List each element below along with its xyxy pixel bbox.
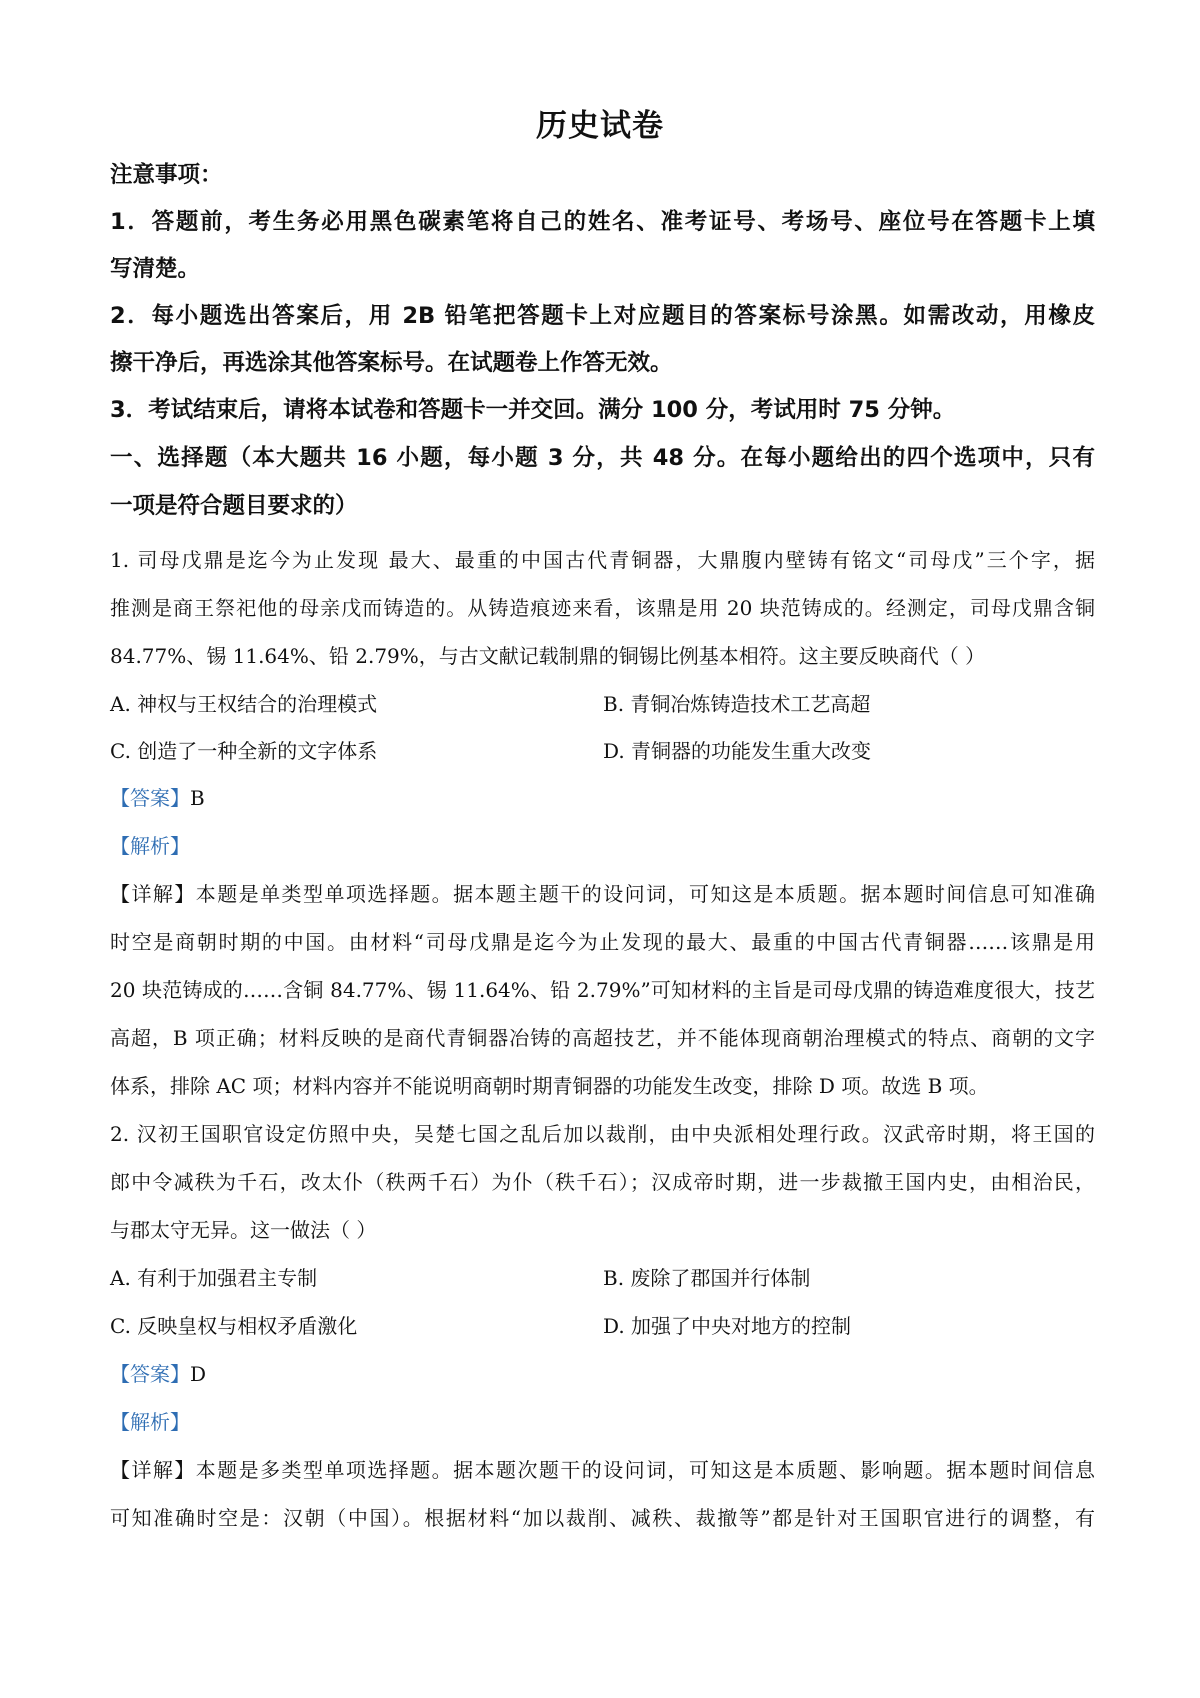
q2-answer — [110, 1358, 1095, 1387]
q1-answer — [110, 782, 1095, 811]
notice-item-2-line-1: 2．每小题选出答案后，用 2B 铅笔把答题卡上对应题目的答案标号涂黑。如需改动，用橡皮 — [110, 303, 1095, 329]
q2-stem-line-1: 2. 汉初王国职官设定仿照中央，吴楚七国之乱后加以裁削，由中央派相处理行政。汉武帝时期，将王国的 — [110, 1122, 1095, 1146]
q1-answer-tag: 【答案】 — [110, 786, 190, 810]
q2-option-a: A. 有利于加强君主专制 — [110, 1266, 318, 1290]
q1-stem-line-1: 1. 司母戊鼎是迄今为止发现 最大、最重的中国古代青铜器，大鼎腹内壁铸有铭文“司母戊”三个字，据 — [110, 548, 1095, 572]
q2-detail-line-2: 可知准确时空是：汉朝（中国）。根据材料“加以裁削、减秩、裁撤等”都是针对王国职官进行的调整，有 — [110, 1506, 1095, 1530]
q2-analysis-tag: 【解析】 — [110, 1410, 190, 1434]
q1-answer-value: B — [190, 786, 205, 810]
q2-option-b: B. 废除了郡国并行体制 — [603, 1266, 811, 1290]
page-title: 历史试卷 — [536, 108, 664, 144]
q1-stem-line-3: 84.77%、锡 11.64%、铅 2.79%，与古文献记载制鼎的铜锡比例基本相符。这主要反映商代（ ） — [110, 644, 986, 668]
q1-detail-text: 本题是单类型单项选择题。据本题主题干的设问词，可知这是本质题。据本题时间信息可知准确 — [195, 882, 1096, 906]
q2-option-d: D. 加强了中央对地方的控制 — [603, 1314, 852, 1338]
q1-detail-line-1 — [110, 878, 1095, 907]
q1-detail-line-2: 时空是商朝时期的中国。由材料“司母戊鼎是迄今为止发现的最大、最重的中国古代青铜器……该鼎是用 — [110, 930, 1095, 954]
q1-option-a: A. 神权与王权结合的治理模式 — [110, 692, 378, 716]
q2-answer-value: D — [190, 1362, 207, 1386]
q1-detail-line-5: 体系，排除 AC 项；材料内容并不能说明商朝时期青铜器的功能发生改变，排除 D 项。故选 B 项。 — [110, 1074, 989, 1098]
notice-heading: 注意事项： — [110, 162, 223, 188]
q2-stem-line-2: 郎中令减秩为千石，改太仆（秩两千石）为仆（秩千石）；汉成帝时期，进一步裁撤王国内史，由相治民， — [110, 1170, 1095, 1194]
q2-detail-tag: 【详解】 — [110, 1458, 196, 1482]
q2-answer-tag: 【答案】 — [110, 1362, 190, 1386]
q1-detail-tag: 【详解】 — [110, 882, 196, 906]
q1-stem-line-2: 推测是商王祭祀他的母亲戊而铸造的。从铸造痕迹来看，该鼎是用 20 块范铸成的。经测定，司母戊鼎含铜 — [110, 596, 1095, 620]
notice-item-1-line-1: 1．答题前，考生务必用黑色碳素笔将自己的姓名、准考证号、考场号、座位号在答题卡上填 — [110, 209, 1095, 235]
q1-analysis-tag: 【解析】 — [110, 834, 190, 858]
section-1-heading-line-2: 一项是符合题目要求的） — [110, 493, 358, 519]
q1-option-c: C. 创造了一种全新的文字体系 — [110, 739, 378, 763]
q2-option-c: C. 反映皇权与相权矛盾激化 — [110, 1314, 358, 1338]
q1-option-d: D. 青铜器的功能发生重大改变 — [603, 739, 872, 763]
q1-option-b: B. 青铜冶炼铸造技术工艺高超 — [603, 692, 871, 716]
q1-detail-line-3: 20 块范铸成的……含铜 84.77%、锡 11.64%、铅 2.79%”可知材料的主旨是司母戊鼎的铸造难度很大，技艺 — [110, 978, 1095, 1002]
notice-item-1-line-2: 写清楚。 — [110, 256, 201, 282]
q1-detail-line-4: 高超，B 项正确；材料反映的是商代青铜器冶铸的高超技艺，并不能体现商朝治理模式的特点、商朝的文字 — [110, 1026, 1095, 1050]
q2-detail-line-1 — [110, 1454, 1095, 1483]
notice-item-3: 3．考试结束后，请将本试卷和答题卡一并交回。满分 100 分，考试用时 75 分钟。 — [110, 397, 956, 423]
section-1-heading-line-1: 一、选择题（本大题共 16 小题，每小题 3 分，共 48 分。在每小题给出的四个选项中，只有 — [110, 445, 1095, 471]
q2-stem-line-3: 与郡太守无异。这一做法（ ） — [110, 1218, 377, 1242]
notice-item-2-line-2: 擦干净后，再选涂其他答案标号。在试题卷上作答无效。 — [110, 350, 673, 376]
q2-detail-text: 本题是多类型单项选择题。据本题次题干的设问词，可知这是本质题、影响题。据本题时间信息 — [195, 1458, 1096, 1482]
